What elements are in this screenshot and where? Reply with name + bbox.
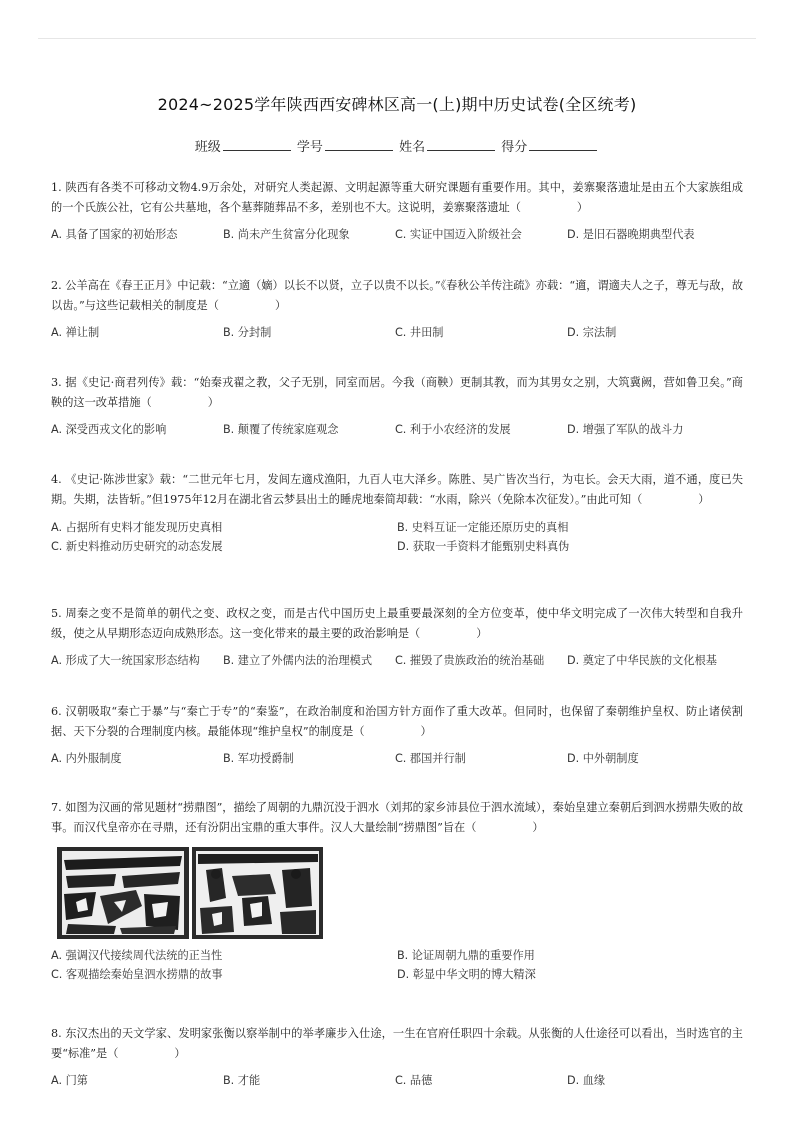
- question-stem: 2. 公羊高在《春王正月》中记载：“立適（嫡）以长不以贤，立子以贵不以长。”《春秋公羊传注疏》亦载：“適，谓適夫人之子，尊无与敌，故以齿。”与这些记载相关的制度是（ ）: [51, 279, 744, 312]
- option-a[interactable]: A. 形成了大一统国家形态结构: [51, 654, 200, 667]
- score-blank[interactable]: [529, 138, 597, 151]
- question-2: [51, 276, 743, 340]
- score-label: 得分: [501, 140, 528, 155]
- option-b[interactable]: B. 建立了外儒内法的治理模式: [223, 654, 373, 667]
- class-label: 班级: [194, 140, 221, 155]
- options: [51, 518, 743, 556]
- option-c[interactable]: C. 利于小农经济的发展: [395, 423, 511, 436]
- option-c[interactable]: C. 实证中国迈入阶级社会: [395, 228, 522, 241]
- option-a[interactable]: A. 禅让制: [51, 326, 100, 339]
- option-a[interactable]: A. 占据所有史料才能发现历史真相: [51, 521, 223, 534]
- question-7-options: [51, 946, 743, 984]
- question-stem: 3. 据《史记·商君列传》载：“始秦戎翟之教，父子无别，同室而居。今我（商鞅）更制其教，而为其男女之别，大筑冀阙，营如鲁卫矣。”商鞅的这一改革措施（ ）: [51, 376, 743, 409]
- option-b[interactable]: B. 史料互证一定能还原历史的真相: [397, 521, 569, 534]
- option-c[interactable]: C. 井田制: [395, 326, 444, 339]
- option-a[interactable]: A. 具备了国家的初始形态: [51, 228, 178, 241]
- question-1: [51, 178, 743, 242]
- options: [51, 652, 743, 668]
- option-b[interactable]: B. 尚未产生贫富分化现象: [223, 228, 350, 241]
- option-b[interactable]: B. 颠覆了传统家庭观念: [223, 423, 339, 436]
- question-7: [51, 798, 743, 837]
- option-a[interactable]: A. 深受西戎文化的影响: [51, 423, 167, 436]
- option-a[interactable]: A. 强调汉代接续周代法统的正当性: [51, 949, 223, 962]
- option-d[interactable]: D. 宗法制: [567, 326, 617, 339]
- option-c[interactable]: C. 摧毁了贵族政治的统治基础: [395, 654, 545, 667]
- question-stem: 7. 如图为汉画的常见题材“捞鼎图”，描绘了周朝的九鼎沉没于泗水（刘邦的家乡沛县位于泗水流域），秦始皇建立秦朝后到泗水捞鼎失败的故事。而汉代皇帝亦在寻鼎，还有汾阴出宝鼎的重大事件。汉人大量绘制“捞鼎图”旨在（ ）: [51, 801, 744, 834]
- question-4: [51, 470, 743, 556]
- student-info-line: [0, 136, 794, 155]
- question-5: [51, 604, 743, 668]
- options: [51, 1072, 743, 1088]
- options: [51, 946, 743, 984]
- option-c[interactable]: C. 新史料推动历史研究的动态发展: [51, 540, 223, 553]
- option-c[interactable]: C. 品德: [395, 1074, 433, 1087]
- question-stem: 6. 汉朝吸取“秦亡于暴”与“秦亡于专”的“秦鉴”，在政治制度和治国方针方面作了重大改革。但同时，也保留了秦朝维护皇权、防止诸侯割据、天下分裂的合理制度内核。最能体现“维护皇权”的制度是（ ）: [51, 705, 743, 738]
- option-d[interactable]: D. 是旧石器晚期典型代表: [567, 228, 695, 241]
- question-stem: 5. 周秦之变不是简单的朝代之变、政权之变，而是古代中国历史上最重要最深刻的全方位变革，使中华文明完成了一次伟大转型和自我升级，使之从早期形态迈向成熟形态。这一变化带来的最主要的政治影响是（ ）: [51, 607, 743, 640]
- question-stem: 4. 《史记·陈涉世家》载：“二世元年七月，发闾左適戍渔阳，九百人屯大泽乡。陈胜、吴广皆次当行，为屯长。会天大雨，道不通，度已失期。失期，法皆斩。”但1975年12月在湖北省云梦县出土的睡虎地秦简却载：“水雨，除兴（免除本次征发）。”由此可知（ ）: [51, 473, 744, 506]
- relief-panel-left: [57, 847, 189, 939]
- page-top-rule: [38, 38, 756, 39]
- question-8: [51, 1024, 743, 1088]
- options: [51, 324, 743, 340]
- option-d[interactable]: D. 获取一手资料才能甄别史料真伪: [397, 540, 570, 553]
- question-stem: 1. 陕西有各类不可移动文物4.9万余处，对研究人类起源、文明起源等重大研究课题有重要作用。其中，姜寨聚落遗址是由五个大家族组成的一个氏族公社，它有公共墓地，各个墓葬随葬品不多，差别也不大。这说明，姜寨聚落遗址（ ）: [51, 181, 743, 214]
- option-b[interactable]: B. 才能: [223, 1074, 261, 1087]
- option-d[interactable]: D. 彰显中华文明的博大精深: [397, 968, 536, 981]
- exam-title: 2024~2025学年陕西西安碑林区高一(上)期中历史试卷(全区统考): [157, 95, 637, 114]
- option-d[interactable]: D. 增强了军队的战斗力: [567, 423, 684, 436]
- option-a[interactable]: A. 门第: [51, 1074, 88, 1087]
- name-blank[interactable]: [427, 138, 495, 151]
- laoding-tu-stone-relief-image: [56, 846, 324, 940]
- option-d[interactable]: D. 中外朝制度: [567, 752, 639, 765]
- options: [51, 226, 743, 242]
- options: [51, 421, 743, 437]
- question-3: [51, 373, 743, 437]
- option-d[interactable]: D. 奠定了中华民族的文化根基: [567, 654, 717, 667]
- option-a[interactable]: A. 内外服制度: [51, 752, 122, 765]
- question-stem: 8. 东汉杰出的天文学家、发明家张衡以察举制中的举孝廉步入仕途，一生在官府任职四十余载。从张衡的人仕途径可以看出，当时选官的主要“标准”是（ ）: [51, 1027, 743, 1060]
- option-c[interactable]: C. 郡国并行制: [395, 752, 466, 765]
- student-number-blank[interactable]: [325, 138, 393, 151]
- option-b[interactable]: B. 军功授爵制: [223, 752, 294, 765]
- student-number-label: 学号: [296, 140, 323, 155]
- question-6: [51, 702, 743, 766]
- class-blank[interactable]: [223, 138, 291, 151]
- option-d[interactable]: D. 血缘: [567, 1074, 606, 1087]
- option-c[interactable]: C. 客观描绘秦始皇泗水捞鼎的故事: [51, 968, 223, 981]
- name-label: 姓名: [399, 140, 426, 155]
- option-b[interactable]: B. 论证周朝九鼎的重要作用: [397, 949, 535, 962]
- option-b[interactable]: B. 分封制: [223, 326, 272, 339]
- relief-panel-right: [192, 847, 323, 939]
- options: [51, 750, 743, 766]
